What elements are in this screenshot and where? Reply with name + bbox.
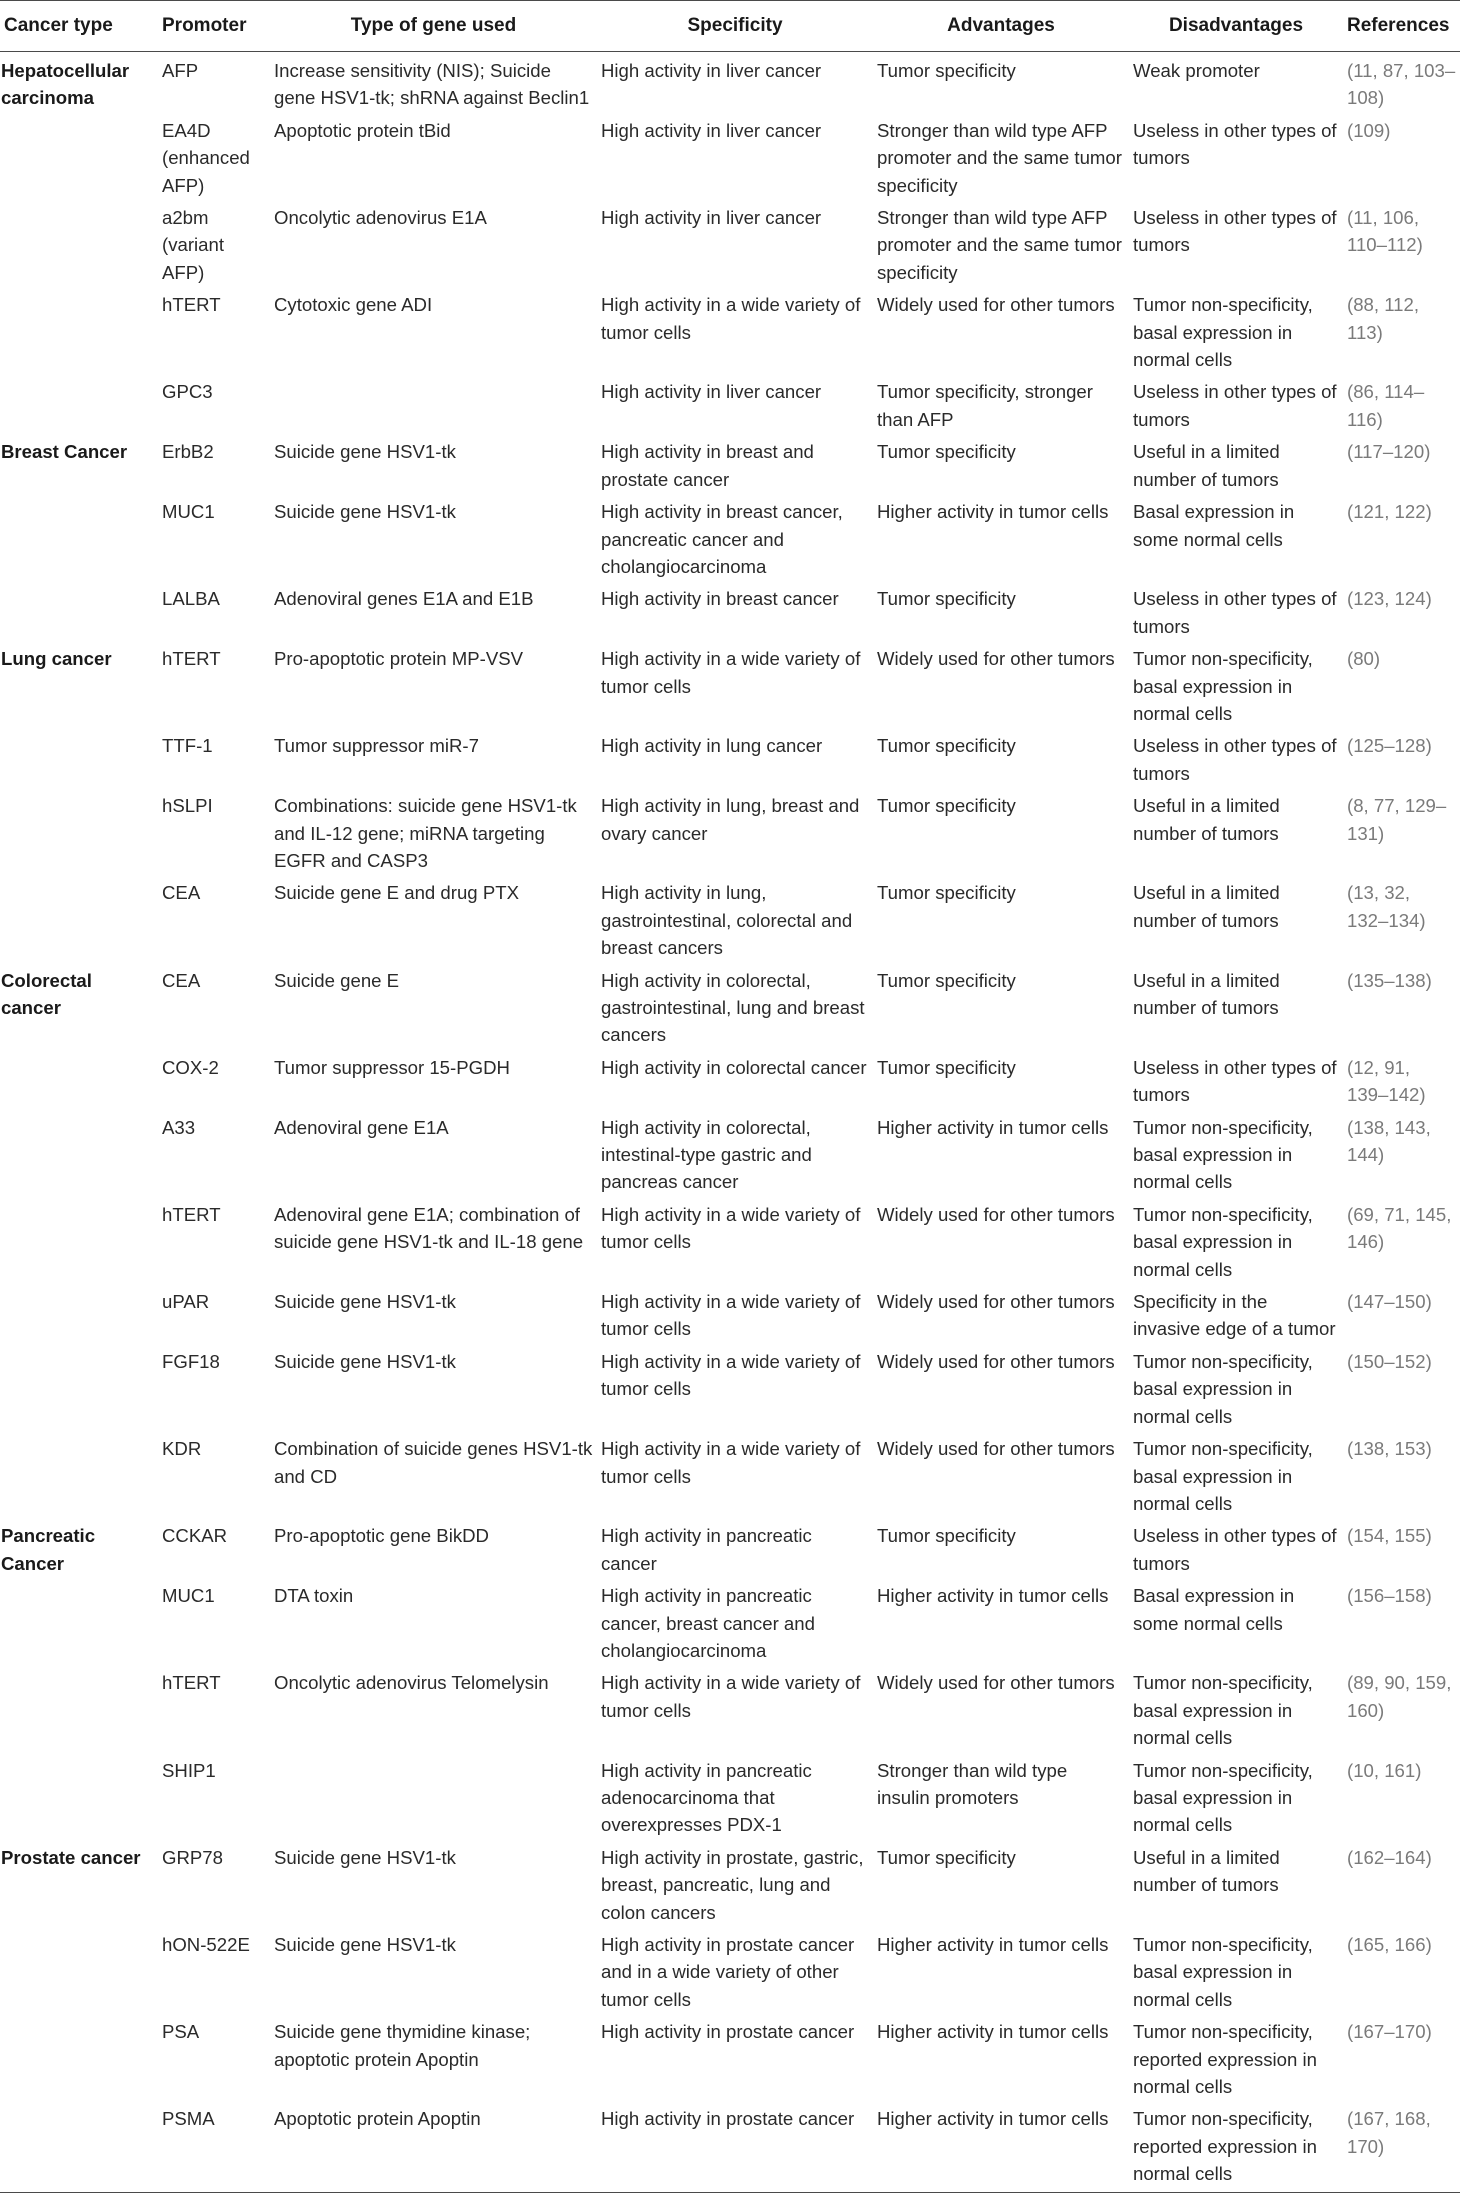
references-cell[interactable]: (167, 168, 170) (1343, 2100, 1460, 2192)
references-cell[interactable]: (10, 161) (1347, 1759, 1422, 1781)
disadvantages-cell: Useful in a limited number of tumors (1133, 441, 1280, 490)
disadvantages-cell: Useful in a limited number of tumors (1133, 969, 1280, 1018)
gene-type-cell: Oncolytic adenovirus Telomelysin (274, 1672, 549, 1694)
disadvantages-cell: Basal expression in some normal cells (1133, 501, 1295, 550)
gene-type-cell: Pro-apoptotic gene BikDD (274, 1525, 489, 1547)
promoter-cell: PSMA (158, 2100, 270, 2192)
cancer-type-cell (0, 1430, 158, 1517)
disadvantages-cell: Tumor non-specificity, basal expression in normal cells (1133, 1934, 1313, 2010)
gene-type-cell: Oncolytic adenovirus E1A (274, 207, 487, 229)
disadvantages-cell: Tumor non-specificity, basal expression in normal cells (1133, 294, 1313, 371)
advantages-cell: Tumor specificity (877, 1056, 1016, 1078)
references-cell[interactable]: (86, 114–116) (1347, 381, 1425, 430)
disadvantages-cell: Useless in other types of tumors (1133, 1525, 1337, 1574)
table-row (0, 874, 1460, 961)
specificity-cell: High activity in colorectal cancer (601, 1056, 867, 1078)
promoter-cell: TTF-1 (162, 735, 213, 757)
table-row (0, 433, 1460, 493)
specificity-cell: High activity in breast and prostate cancer (601, 441, 814, 490)
cancer-type-cell (0, 1664, 158, 1751)
promoter-cell: SHIP1 (162, 1759, 216, 1781)
specificity-cell: High activity in a wide variety of tumor cells (601, 648, 861, 697)
specificity-cell: High activity in breast cancer, pancreatic cancer and cholangiocarcinoma (601, 501, 843, 577)
disadvantages-cell: Useless in other types of tumors (1133, 381, 1337, 430)
promoter-cell: EA4D (enhanced AFP) (162, 119, 250, 196)
advantages-cell: Widely used for other tumors (877, 1438, 1115, 1460)
table-row (0, 1517, 1460, 1577)
table-row (0, 2013, 1460, 2100)
table-row (0, 2100, 1460, 2192)
disadvantages-cell: Tumor non-specificity, basal expression in normal cells (1133, 1350, 1313, 1427)
promoter-cell: FGF18 (162, 1350, 220, 1372)
promoter-cell: A33 (162, 1116, 196, 1138)
specificity-cell: High activity in breast cancer (601, 588, 839, 610)
gene-type-cell: Suicide gene E (274, 969, 400, 991)
references-cell[interactable]: (11, 87, 103–108) (1347, 60, 1456, 109)
cancer-type-cell (0, 1577, 158, 1664)
references-cell[interactable]: (89, 90, 159, 160) (1347, 1672, 1452, 1721)
cancer-type-cell (0, 112, 158, 199)
advantages-cell: Tumor specificity (877, 1846, 1016, 1868)
table-row (0, 493, 1460, 580)
references-cell[interactable]: (80) (1347, 648, 1381, 670)
gene-type-cell (270, 1752, 597, 1839)
gene-type-cell: Combination of suicide genes HSV1-tk and CD (274, 1438, 593, 1487)
cancer-type-cell (0, 493, 158, 580)
references-cell[interactable]: (12, 91, 139–142) (1347, 1056, 1426, 1106)
cancer-type-cell: Colorectal cancer (1, 969, 92, 1018)
advantages-cell: Tumor specificity (877, 795, 1016, 817)
advantages-cell: Tumor specificity, stronger than AFP (877, 381, 1093, 430)
specificity-cell: High activity in a wide variety of tumor cells (601, 1350, 861, 1400)
gene-type-cell: Suicide gene HSV1-tk (274, 501, 456, 523)
cancer-type-cell (0, 286, 158, 373)
specificity-cell: High activity in a wide variety of tumor cells (601, 294, 861, 343)
disadvantages-cell: Useless in other types of tumors (1133, 588, 1337, 637)
table-row (0, 52, 1460, 112)
gene-type-cell: Apoptotic protein Apoptin (270, 2100, 597, 2192)
advantages-cell: Tumor specificity (877, 588, 1016, 610)
cancer-type-cell: Pancreatic Cancer (1, 1525, 96, 1574)
promoter-cell: KDR (162, 1438, 202, 1460)
specificity-cell: High activity in liver cancer (601, 207, 822, 229)
gene-type-cell: DTA toxin (274, 1585, 354, 1607)
promoter-cell: hTERT (162, 1203, 221, 1225)
disadvantages-cell: Tumor non-specificity, basal expression in normal cells (1133, 1116, 1313, 1193)
gene-type-cell: Suicide gene HSV1-tk (274, 441, 456, 463)
disadvantages-cell: Useless in other types of tumors (1133, 207, 1337, 256)
advantages-cell: Tumor specificity (877, 441, 1016, 463)
references-cell[interactable]: (138, 153) (1347, 1438, 1432, 1460)
advantages-cell: Widely used for other tumors (877, 1672, 1115, 1694)
cancer-type-cell (0, 2013, 158, 2100)
advantages-cell: Higher activity in tumor cells (873, 2100, 1129, 2192)
advantages-cell: Stronger than wild type AFP promoter and the same tumor specificity (877, 119, 1122, 196)
disadvantages-cell: Tumor non-specificity, basal expression in normal cells (1133, 1759, 1313, 1836)
references-cell[interactable]: (165, 166) (1347, 1934, 1432, 1955)
specificity-cell: High activity in a wide variety of tumor cells (601, 1672, 861, 1721)
cancer-type-cell: Hepatocellular carcinoma (1, 60, 130, 109)
specificity-cell: High activity in liver cancer (601, 60, 822, 81)
disadvantages-cell: Tumor non-specificity, reported expression in normal cells (1129, 2100, 1343, 2192)
cancer-type-cell (0, 2100, 158, 2192)
advantages-cell: Higher activity in tumor cells (877, 1934, 1109, 1955)
gene-type-cell: Pro-apoptotic protein MP-VSV (274, 648, 524, 670)
disadvantages-cell: Tumor non-specificity, basal expression in normal cells (1133, 1672, 1313, 1749)
advantages-cell: Widely used for other tumors (877, 1291, 1115, 1313)
advantages-cell: Higher activity in tumor cells (877, 1116, 1109, 1138)
promoter-cell: hTERT (162, 648, 221, 670)
cancer-type-cell (0, 787, 158, 874)
cancer-type-cell (0, 1049, 158, 1109)
advantages-cell: Stronger than wild type AFP promoter and the same tumor specificity (877, 207, 1122, 283)
disadvantages-cell: Useless in other types of tumors (1133, 735, 1337, 784)
specificity-cell: High activity in a wide variety of tumor cells (601, 1203, 861, 1253)
promoter-cell: GPC3 (162, 381, 213, 403)
advantages-cell: Stronger than wild type insulin promoters (877, 1759, 1068, 1808)
disadvantages-cell: Specificity in the invasive edge of a tumor (1133, 1291, 1336, 1340)
specificity-cell: High activity in lung, gastrointestinal, colorectal and breast cancers (601, 882, 853, 959)
advantages-cell: Widely used for other tumors (877, 1203, 1115, 1225)
promoter-cell: ErbB2 (162, 441, 214, 463)
disadvantages-cell: Useful in a limited number of tumors (1133, 795, 1280, 844)
table-row (0, 1839, 1460, 1926)
gene-type-cell: Suicide gene HSV1-tk (274, 1350, 456, 1372)
promoter-cell: LALBA (162, 588, 220, 610)
table-row (0, 1577, 1460, 1664)
cancer-type-cell (0, 373, 158, 433)
specificity-cell: High activity in a wide variety of tumor cells (601, 1438, 861, 1487)
cancer-type-cell (0, 1343, 158, 1430)
disadvantages-cell: Tumor non-specificity, basal expression in normal cells (1133, 1203, 1313, 1280)
header-specificity: Specificity (597, 1, 873, 52)
references-cell[interactable]: (11, 106, 110–112) (1347, 207, 1423, 256)
gene-type-cell: Tumor suppressor 15-PGDH (274, 1056, 510, 1078)
gene-type-cell: Apoptotic protein tBid (274, 119, 451, 141)
table-row (0, 1752, 1460, 1839)
disadvantages-cell: Basal expression in some normal cells (1133, 1585, 1295, 1634)
gene-type-cell: Adenoviral gene E1A; combination of suicide gene HSV1-tk and IL-18 gene (274, 1203, 584, 1253)
promoter-cell: COX-2 (162, 1056, 219, 1078)
cancer-type-cell (0, 1926, 158, 2013)
references-cell[interactable]: (123, 124) (1347, 588, 1432, 610)
promoter-cell: AFP (162, 60, 199, 81)
disadvantages-cell: Tumor non-specificity, reported expression in normal cells (1133, 2021, 1317, 2098)
advantages-cell: Widely used for other tumors (877, 294, 1115, 316)
table-row (0, 580, 1460, 640)
table-row (0, 199, 1460, 286)
disadvantages-cell: Useless in other types of tumors (1133, 1056, 1337, 1106)
header-cancer-type: Cancer type (0, 1, 158, 52)
references-cell[interactable]: (147–150) (1347, 1291, 1432, 1313)
table-row (0, 787, 1460, 874)
disadvantages-cell: Useful in a limited number of tumors (1133, 882, 1280, 931)
promoter-cell: hTERT (162, 1672, 221, 1694)
references-cell[interactable]: (125–128) (1347, 735, 1432, 757)
specificity-cell: High activity in liver cancer (601, 119, 822, 141)
gene-type-cell: Adenoviral genes E1A and E1B (274, 588, 534, 610)
promoter-cell: uPAR (162, 1291, 210, 1313)
header-row (0, 1, 1460, 52)
gene-type-cell: Suicide gene thymidine kinase; apoptotic protein Apoptin (274, 2021, 531, 2070)
table-row (0, 1430, 1460, 1517)
references-cell[interactable]: (8, 77, 129–131) (1347, 795, 1447, 844)
header-promoter: Promoter (158, 1, 270, 52)
gene-type-cell: Tumor suppressor miR-7 (274, 735, 479, 757)
disadvantages-cell: Weak promoter (1133, 60, 1260, 81)
table-row (0, 640, 1460, 727)
specificity-cell: High activity in lung cancer (601, 735, 823, 757)
references-cell[interactable]: (88, 112, 113) (1347, 294, 1420, 343)
table-row (0, 286, 1460, 373)
cancer-type-cell (0, 727, 158, 787)
promoter-cell: hTERT (162, 294, 221, 316)
references-cell[interactable]: (167–170) (1347, 2021, 1432, 2043)
references-cell[interactable]: (154, 155) (1347, 1525, 1432, 1547)
references-cell[interactable]: (156–158) (1347, 1585, 1432, 1607)
table-body (0, 52, 1460, 2193)
references-cell[interactable]: (162–164) (1347, 1846, 1432, 1868)
gene-type-cell: Adenoviral gene E1A (274, 1116, 449, 1138)
promoter-cell: GRP78 (162, 1846, 223, 1868)
table-row (0, 727, 1460, 787)
gene-type-cell: Cytotoxic gene ADI (274, 294, 433, 316)
disadvantages-cell: Tumor non-specificity, basal expression in normal cells (1133, 1438, 1313, 1514)
header-disadvantages: Disadvantages (1129, 1, 1343, 52)
promoter-cell: MUC1 (162, 1585, 215, 1607)
disadvantages-cell: Useful in a limited number of tumors (1133, 1846, 1280, 1896)
cancer-type-cell (0, 1196, 158, 1283)
specificity-cell: High activity in pancreatic cancer, breast cancer and cholangiocarcinoma (601, 1585, 815, 1661)
header-references: References (1343, 1, 1460, 52)
specificity-cell: High activity in prostate cancer (601, 2021, 855, 2043)
advantages-cell: Widely used for other tumors (877, 1350, 1115, 1372)
advantages-cell: Tumor specificity (877, 60, 1016, 81)
specificity-cell: High activity in pancreatic adenocarcinoma that overexpresses PDX-1 (601, 1759, 812, 1836)
specificity-cell: High activity in lung, breast and ovary cancer (601, 795, 860, 844)
references-cell[interactable]: (121, 122) (1347, 501, 1432, 523)
disadvantages-cell: Tumor non-specificity, basal expression in normal cells (1133, 648, 1313, 724)
gene-type-cell: Suicide gene HSV1-tk (274, 1846, 456, 1868)
table-row (0, 1283, 1460, 1343)
promoter-cell: PSA (162, 2021, 200, 2043)
cancer-type-cell (0, 580, 158, 640)
cancer-type-cell: Lung cancer (1, 648, 112, 670)
references-cell[interactable]: (135–138) (1347, 969, 1432, 991)
cancer-type-cell (0, 199, 158, 286)
header-advantages: Advantages (873, 1, 1129, 52)
specificity-cell: High activity in pancreatic cancer (601, 1525, 812, 1574)
promoter-cell: CCKAR (162, 1525, 228, 1547)
promoter-cell: a2bm (variant AFP) (162, 207, 225, 283)
references-cell[interactable]: (109) (1347, 119, 1391, 141)
table-row (0, 1196, 1460, 1283)
specificity-cell: High activity in liver cancer (601, 381, 822, 403)
advantages-cell: Tumor specificity (877, 882, 1016, 904)
promoter-cell: CEA (162, 882, 201, 904)
gene-type-cell: Suicide gene HSV1-tk (274, 1291, 456, 1313)
table-row (0, 1109, 1460, 1196)
table-row (0, 373, 1460, 433)
advantages-cell: Higher activity in tumor cells (877, 501, 1109, 523)
advantages-cell: Tumor specificity (877, 969, 1016, 991)
table-row (0, 1049, 1460, 1109)
references-cell[interactable]: (150–152) (1347, 1350, 1432, 1372)
promoter-cell: CEA (162, 969, 201, 991)
header-gene-type: Type of gene used (270, 1, 597, 52)
cancer-type-cell (0, 1283, 158, 1343)
gene-type-cell: Suicide gene E and drug PTX (274, 882, 519, 904)
cancer-type-cell (0, 1752, 158, 1839)
promoter-cell: hON-522E (162, 1934, 250, 1955)
advantages-cell: Higher activity in tumor cells (877, 2021, 1109, 2043)
table-row (0, 1926, 1460, 2013)
gene-type-cell: Combinations: suicide gene HSV1-tk and IL-12 gene; miRNA targeting EGFR and CASP3 (274, 795, 577, 871)
references-cell[interactable]: (117–120) (1347, 441, 1431, 463)
specificity-cell: High activity in colorectal, gastrointestinal, lung and breast cancers (601, 969, 865, 1046)
table-row (0, 1343, 1460, 1430)
promoter-cell: MUC1 (162, 501, 215, 523)
promoter-cell: hSLPI (162, 795, 213, 817)
advantages-cell: Tumor specificity (877, 1525, 1016, 1547)
table-row (0, 962, 1460, 1049)
specificity-cell: High activity in prostate cancer and in a wide variety of other tumor cells (601, 1934, 855, 2010)
specificity-cell: High activity in prostate, gastric, breast, pancreatic, lung and colon cancers (601, 1846, 864, 1923)
specificity-cell: High activity in a wide variety of tumor cells (601, 1291, 861, 1340)
table-row (0, 112, 1460, 199)
references-cell[interactable]: (69, 71, 145, 146) (1347, 1203, 1452, 1253)
table-row (0, 1664, 1460, 1751)
gene-type-cell (270, 373, 597, 433)
gene-type-cell: Increase sensitivity (NIS); Suicide gene HSV1-tk; shRNA against Beclin1 (274, 60, 590, 109)
cancer-type-cell: Breast Cancer (1, 441, 128, 463)
specificity-cell: High activity in colorectal, intestinal-type gastric and pancreas cancer (601, 1116, 812, 1193)
specificity-cell: High activity in prostate cancer (597, 2100, 873, 2192)
advantages-cell: Higher activity in tumor cells (877, 1585, 1109, 1607)
disadvantages-cell: Useless in other types of tumors (1133, 119, 1337, 169)
cancer-type-cell (0, 874, 158, 961)
advantages-cell: Widely used for other tumors (877, 648, 1115, 670)
cancer-type-cell (0, 1109, 158, 1196)
advantages-cell: Tumor specificity (877, 735, 1016, 757)
cancer-type-cell: Prostate cancer (1, 1846, 141, 1868)
references-cell[interactable]: (13, 32, 132–134) (1347, 882, 1426, 931)
references-cell[interactable]: (138, 143, 144) (1347, 1116, 1431, 1166)
gene-type-cell: Suicide gene HSV1-tk (274, 1934, 456, 1955)
